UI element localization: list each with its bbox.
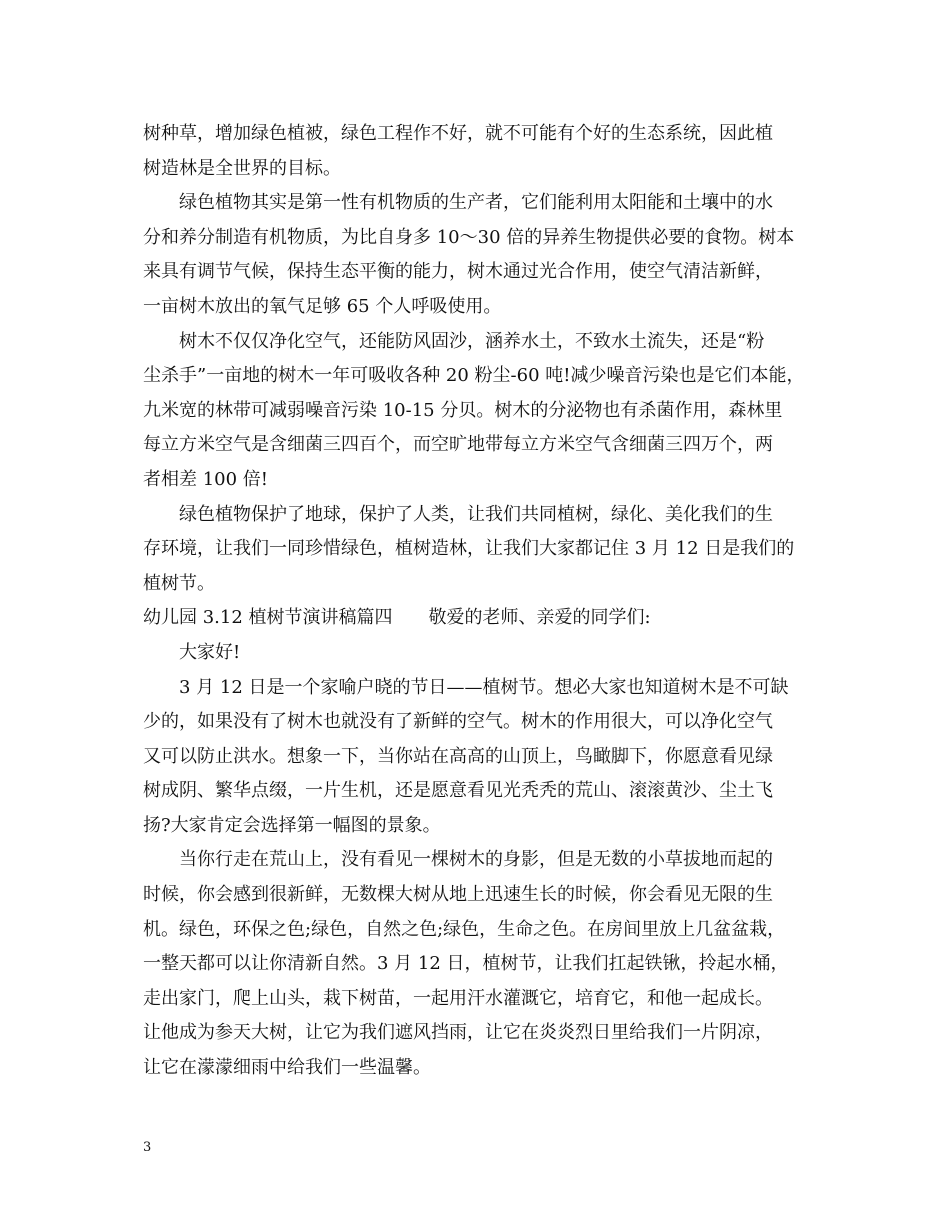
text-line: 让他成为参天大树，让它为我们遮风挡雨，让它在炎炎烈日里给我们一片阴凉， — [143, 1022, 773, 1044]
text-line: 当你行走在荒山上，没有看见一棵树木的身影，但是无数的小草拔地而起的 — [179, 849, 773, 871]
text-line: 让它在濛濛细雨中给我们一些温馨。 — [143, 1057, 431, 1079]
text-line: 走出家门，爬上山头，栽下树苗，一起用汗水灌溉它，培育它，和他一起成长。 — [143, 987, 773, 1009]
text-line: 来具有调节气候，保持生态平衡的能力，树木通过光合作用，使空气清洁新鲜， — [143, 261, 773, 283]
text-line: 存环境，让我们一同珍惜绿色，植树造林，让我们大家都记住 3 月 12 日是我们的 — [143, 538, 795, 560]
text-line: 树木不仅仅净化空气，还能防风固沙，涵养水土，不致水土流失，还是“粉 — [179, 330, 765, 352]
text-line: 尘杀手”一亩地的树木一年可吸收各种 20 粉尘-60 吨!减少噪音污染也是它们本能， — [143, 365, 805, 387]
text-line: 一整天都可以让你清新自然。3 月 12 日，植树节，让我们扛起铁锹，拎起水桶， — [143, 953, 789, 975]
text-line: 者相差 100 倍! — [143, 468, 269, 490]
text-line: 植树节。 — [143, 572, 215, 594]
text-line: 少的，如果没有了树木也就没有了新鲜的空气。树木的作用很大，可以净化空气 — [143, 711, 773, 733]
text-line: 树成阴、繁华点缀，一片生机，还是愿意看见光秃秃的荒山、滚滚黄沙、尘土飞 — [143, 780, 773, 802]
document-body — [143, 117, 813, 1086]
text-line: 九米宽的林带可减弱噪音污染 10-15 分贝。树木的分泌物也有杀菌作用，森林里 — [143, 399, 783, 421]
text-line: 又可以防止洪水。想象一下，当你站在高高的山顶上，鸟瞰脚下，你愿意看见绿 — [143, 745, 773, 767]
text-line: 树造林是全世界的目标。 — [143, 157, 341, 179]
text-line: 大家好! — [179, 641, 241, 663]
page-number: 3 — [143, 1140, 152, 1155]
text-line: 每立方米空气是含细菌三四百个，而空旷地带每立方米空气含细菌三四万个，两 — [143, 434, 773, 456]
text-line: 绿色植物保护了地球，保护了人类，让我们共同植树，绿化、美化我们的生 — [179, 503, 773, 525]
text-line: 绿色植物其实是第一性有机物质的生产者，它们能利用太阳能和土壤中的水 — [179, 192, 773, 214]
text-line: 机。绿色，环保之色;绿色，自然之色;绿色，生命之色。在房间里放上几盆盆栽， — [143, 918, 786, 940]
text-line: 扬?大家肯定会选择第一幅图的景象。 — [143, 814, 441, 836]
text-line: 时候，你会感到很新鲜，无数棵大树从地上迅速生长的时候，你会看见无限的生 — [143, 884, 773, 906]
text-line: 3 月 12 日是一个家喻户晓的节日——植树节。想必大家也知道树木是不可缺 — [179, 676, 789, 698]
text-line: 分和养分制造有机物质，为比自身多 10～30 倍的异养生物提供必要的食物。树本 — [143, 226, 795, 248]
text-line: 幼儿园 3.12 植树节演讲稿篇四 敬爱的老师、亲爱的同学们: — [143, 607, 651, 629]
text-line: 一亩树木放出的氧气足够 65 个人呼吸使用。 — [143, 295, 502, 317]
text-line: 树种草，增加绿色植被，绿色工程作不好，就不可能有个好的生态系统，因此植 — [143, 123, 773, 144]
